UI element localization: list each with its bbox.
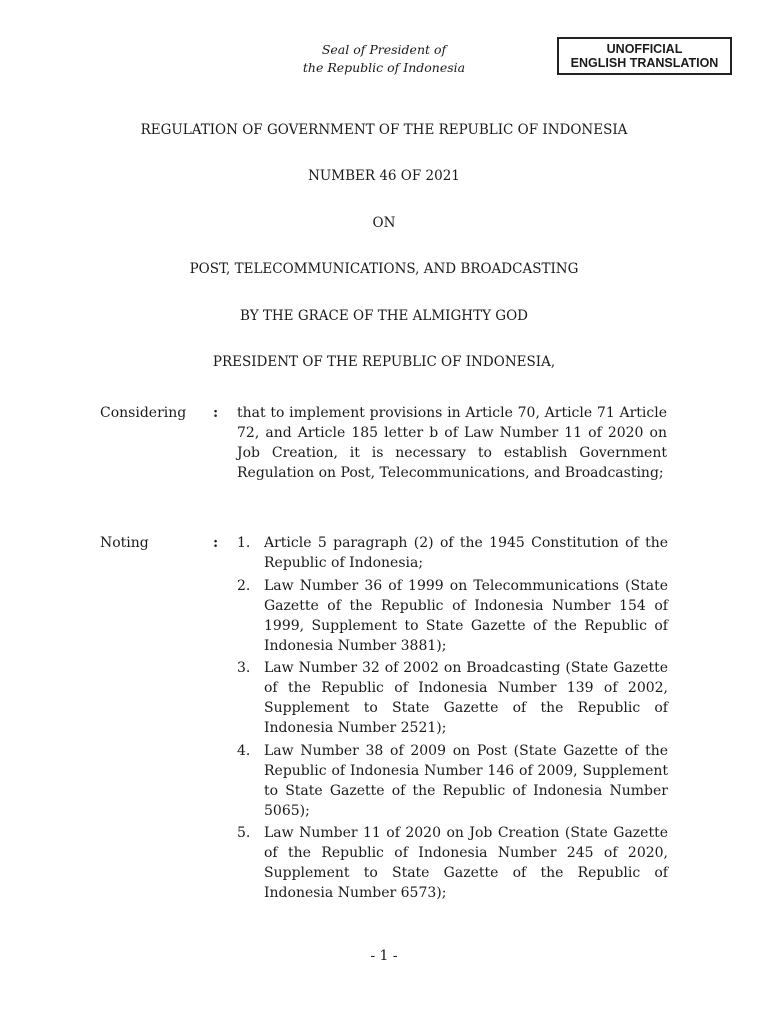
unofficial-translation-badge <box>557 37 732 75</box>
noting-item-number: 2. <box>237 577 251 594</box>
seal-line-2: the Republic of Indonesia <box>302 60 466 75</box>
seal-line-1: Seal of President of <box>321 42 447 57</box>
noting-item-text: Law Number 11 of 2020 on Job Creation (State Gazette of the Republic of Indonesia Number 245 of 2020, Supplement to State Gazette of the Republic of Indonesia Number 6573); <box>264 825 668 901</box>
noting-item <box>237 741 668 821</box>
seal-caption <box>286 41 482 77</box>
noting-list <box>237 533 668 903</box>
noting-label: Noting <box>100 535 149 551</box>
considering-label: Considering <box>100 405 187 421</box>
badge-line-2: ENGLISH TRANSLATION <box>570 56 719 70</box>
badge-line-1: UNOFFICIAL <box>606 41 683 56</box>
regulation-title: REGULATION OF GOVERNMENT OF THE REPUBLIC OF INDONESIA <box>140 122 628 138</box>
noting-item-text: Law Number 38 of 2009 on Post (State Gazette of the Republic of Indonesia Number 146 of 2009, Supplement to State Gazette of the Republic of Indonesia Number 5065); <box>264 742 668 819</box>
regulation-number: NUMBER 46 OF 2021 <box>308 168 460 184</box>
noting-item <box>237 658 668 738</box>
noting-item-text: Law Number 36 of 1999 on Telecommunications (State Gazette of the Republic of Indonesia Number 154 of 1999, Supplement to State Gazette of the Republic of Indonesia Number 3881); <box>264 577 668 654</box>
regulation-subject: POST, TELECOMMUNICATIONS, AND BROADCASTING <box>189 261 579 277</box>
noting-item-number: 4. <box>237 742 251 759</box>
considering-text: that to implement provisions in Article 70, Article 71 Article 72, and Article 185 letter b of Law Number 11 of 2020 on Job Creation, it is necessary to establish Government Regulation on Post, Telecommunications, and Broadcasting; <box>237 405 667 481</box>
considering-colon: : <box>213 405 219 421</box>
noting-item <box>237 823 668 903</box>
noting-item-number: 5. <box>237 825 251 841</box>
noting-item <box>237 576 668 656</box>
noting-item <box>237 533 668 573</box>
regulation-on: ON <box>372 215 396 231</box>
noting-item-number: 1. <box>237 535 251 551</box>
noting-item-text: Law Number 32 of 2002 on Broadcasting (State Gazette of the Republic of Indonesia Number 139 of 2002, Supplement to State Gazette of the Republic of Indonesia Number 2521); <box>264 660 668 736</box>
grace-line: BY THE GRACE OF THE ALMIGHTY GOD <box>240 308 528 324</box>
page-number: - 1 - <box>370 948 398 964</box>
noting-colon: : <box>213 535 219 551</box>
noting-item-text: Article 5 paragraph (2) of the 1945 Constitution of the Republic of Indonesia; <box>264 535 668 571</box>
president-line: PRESIDENT OF THE REPUBLIC OF INDONESIA, <box>212 354 556 370</box>
noting-item-number: 3. <box>237 660 251 676</box>
